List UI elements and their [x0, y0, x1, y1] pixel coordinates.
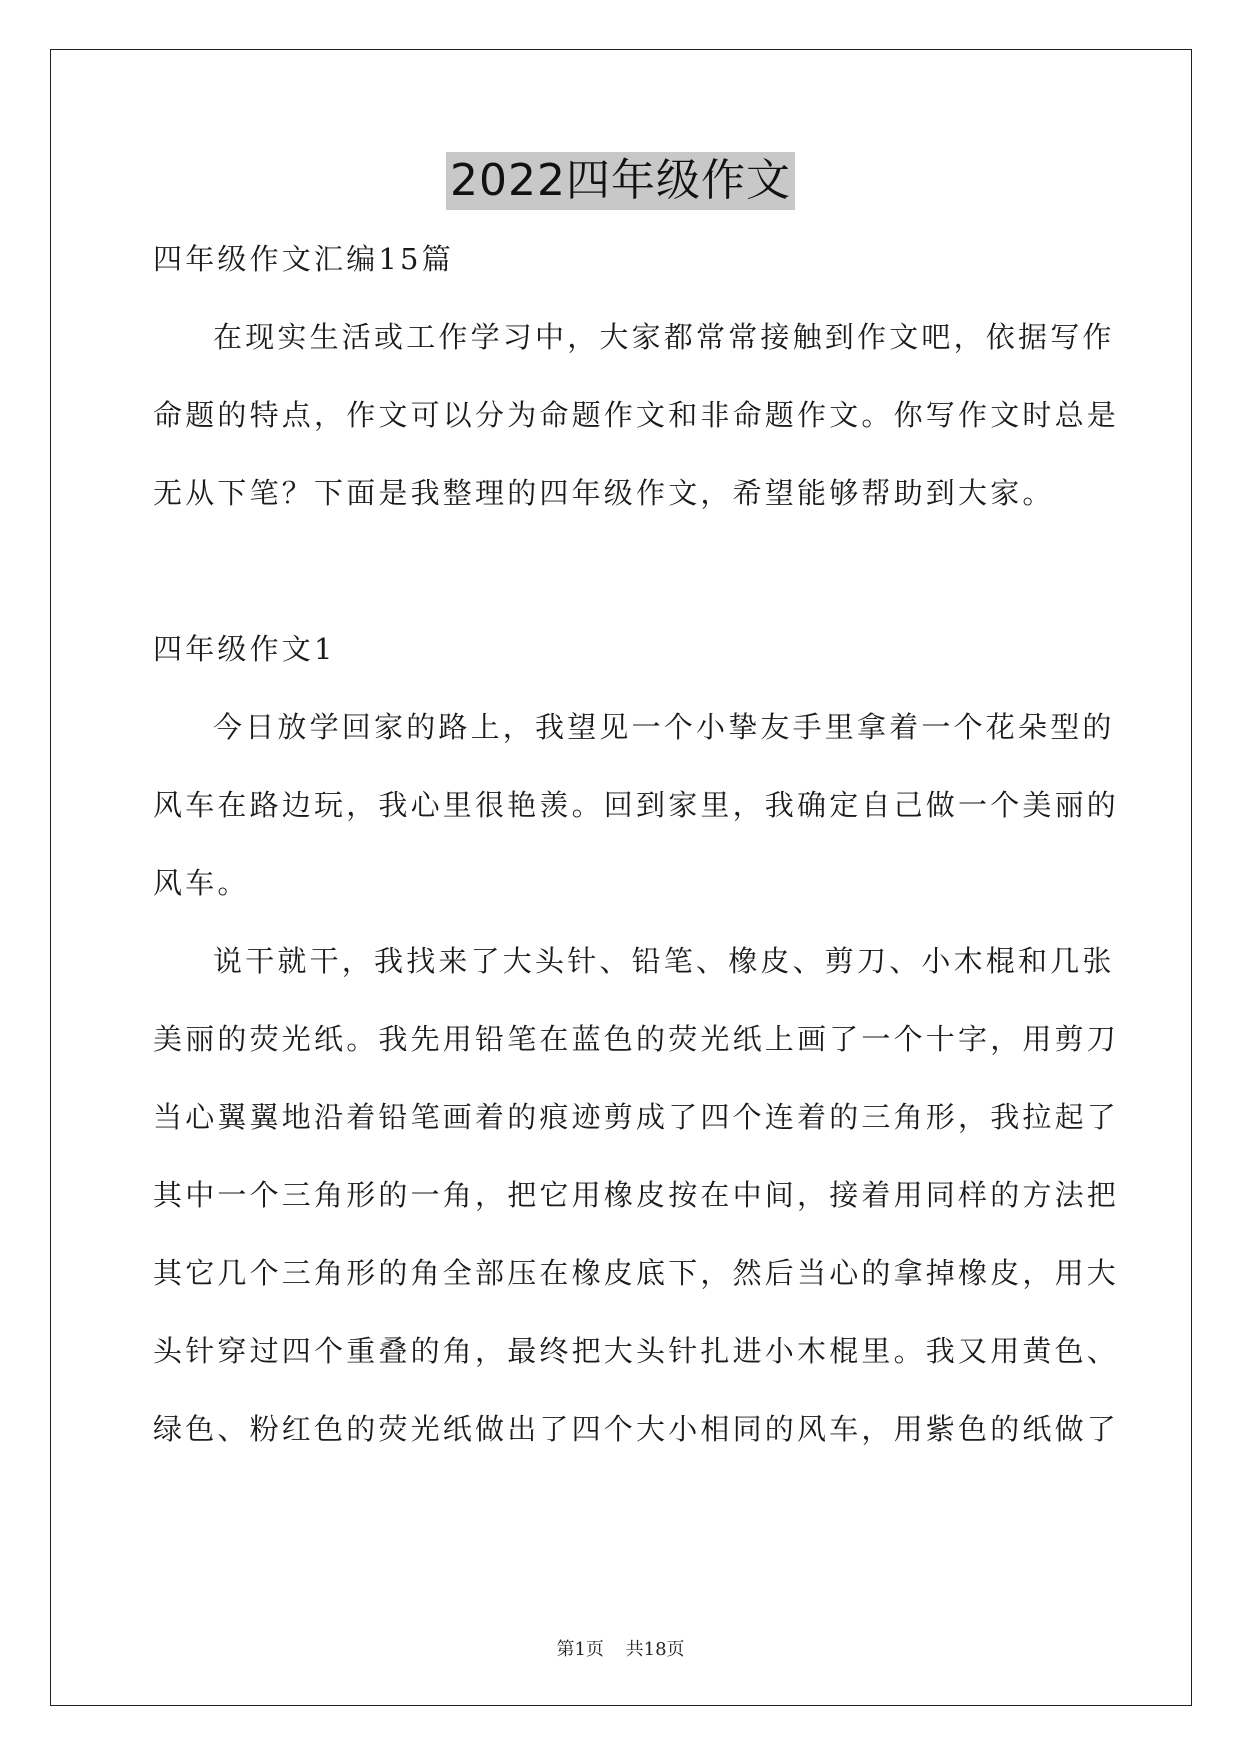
page-footer: [0, 1635, 1241, 1661]
paragraph-line: 风车在路边玩，我心里很艳羡。回到家里，我确定自己做一个美丽的: [153, 788, 1120, 822]
spacer: [153, 542, 1088, 620]
page-number: 第1页: [556, 1639, 604, 1660]
total-pages: 共18页: [625, 1639, 685, 1660]
paragraph-line: 美丽的荧光纸。我先用铅笔在蓝色的荧光纸上画了一个十字，用剪刀: [153, 1022, 1120, 1056]
document-title: 2022四年级作文: [446, 152, 795, 210]
document-subtitle: 四年级作文汇编15篇: [153, 242, 454, 276]
section-heading: 四年级作文1: [153, 632, 336, 666]
paragraph-line: 其它几个三角形的角全部压在橡皮底下，然后当心的拿掉橡皮，用大: [153, 1256, 1120, 1290]
intro-line: 无从下笔？下面是我整理的四年级作文，希望能够帮助到大家。: [153, 476, 1055, 510]
title-container: [0, 152, 1241, 210]
paragraph-line: 其中一个三角形的一角，把它用橡皮按在中间，接着用同样的方法把: [153, 1178, 1120, 1212]
paragraph-line: 当心翼翼地沿着铅笔画着的痕迹剪成了四个连着的三角形，我拉起了: [153, 1100, 1120, 1134]
paragraph-line: 说干就干，我找来了大头针、铅笔、橡皮、剪刀、小木棍和几张: [213, 944, 1115, 978]
paragraph-line: 头针穿过四个重叠的角，最终把大头针扎进小木棍里。我又用黄色、: [153, 1334, 1120, 1368]
intro-line: 命题的特点，作文可以分为命题作文和非命题作文。你写作文时总是: [153, 398, 1120, 432]
paragraph-line: 风车。: [153, 866, 250, 900]
document-body: [153, 230, 1120, 1478]
paragraph-line: 今日放学回家的路上，我望见一个小挚友手里拿着一个花朵型的: [213, 710, 1115, 744]
intro-line: 在现实生活或工作学习中，大家都常常接触到作文吧，依据写作: [213, 320, 1115, 354]
paragraph-line: 绿色、粉红色的荧光纸做出了四个大小相同的风车，用紫色的纸做了: [153, 1412, 1120, 1446]
